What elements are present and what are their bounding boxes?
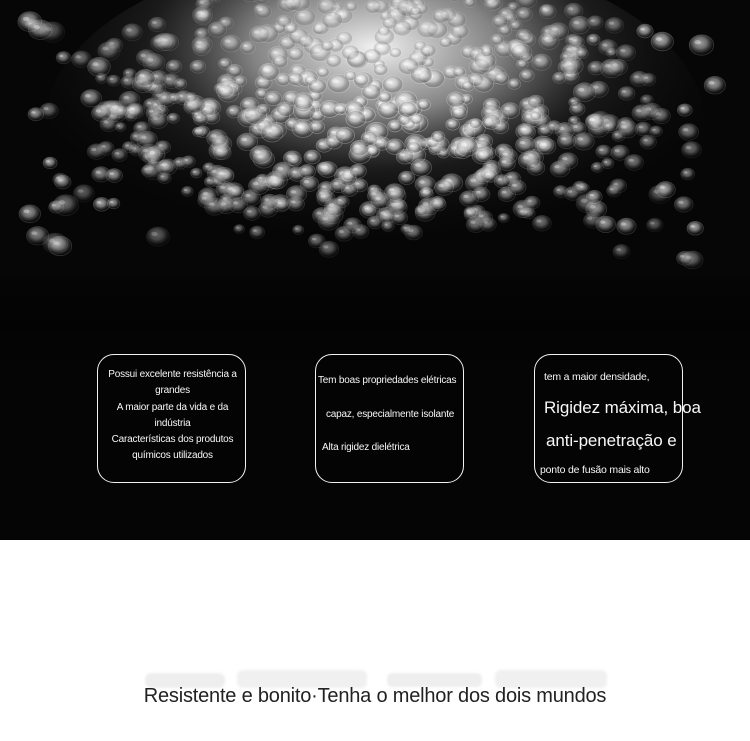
feature-text-line: Alta rigidez dielétrica [322, 442, 410, 453]
pellet-icon [410, 6, 422, 16]
pellet-icon [561, 57, 583, 75]
pellet-icon [346, 111, 366, 128]
feature-text-line: Características dos produtos [111, 434, 234, 445]
pellet-icon [335, 127, 354, 143]
pellet-icon [464, 0, 476, 7]
pellet-icon [185, 93, 197, 103]
pellet-icon [326, 54, 342, 67]
feature-text-line: tem a maior densidade, [544, 371, 650, 383]
pellet-icon [304, 150, 320, 164]
pellet-icon [641, 73, 656, 86]
footer-section [0, 540, 750, 741]
pellet-icon [651, 32, 673, 51]
pellet-icon [115, 122, 126, 131]
pellet-icon [511, 44, 532, 61]
pellet-icon [492, 15, 508, 28]
pellet-icon [182, 156, 196, 167]
pellet-icon [122, 142, 135, 153]
pellet-icon [491, 34, 504, 45]
pellet-icon [216, 84, 233, 98]
pellet-icon [498, 157, 515, 171]
pellet-icon [682, 142, 702, 158]
pellet-icon [432, 9, 449, 23]
feature-text-line: Rigidez máxima, boa [544, 398, 701, 417]
pellet-icon [587, 34, 600, 45]
pellet-icon [29, 20, 53, 40]
pellet-icon [148, 17, 165, 31]
pellet-icon [135, 70, 155, 87]
feature-text-line: indústria [154, 418, 191, 429]
pellet-icon [386, 139, 405, 154]
pellet-icon [596, 145, 612, 158]
pellet-icon [640, 135, 657, 149]
pellet-icon [484, 0, 500, 11]
feature-card-density [534, 354, 701, 483]
pellet-icon [469, 119, 481, 129]
pellet-icon [354, 74, 369, 86]
pellet-icon [208, 22, 227, 37]
pellet-icon [566, 34, 582, 47]
feature-card-resistance [97, 354, 246, 483]
pellet-icon [122, 24, 142, 41]
pellet-icon [255, 5, 272, 19]
pellet-icon [516, 8, 532, 22]
pellet-icon [152, 90, 171, 106]
pellet-icon [137, 131, 158, 148]
pellet-icon [87, 144, 106, 160]
pellet-icon [383, 76, 403, 93]
pellet-icon [494, 72, 509, 84]
pellet-icon [81, 90, 102, 107]
pellet-icon [283, 151, 301, 166]
pellet-icon [374, 64, 388, 76]
pellet-icon [417, 20, 438, 38]
pellet-icon [363, 49, 381, 64]
pellet-icon [342, 45, 360, 60]
pellet-icon [618, 87, 635, 101]
feature-text-line: A maior parte da vida e da [116, 402, 229, 413]
pellet-icon [481, 47, 493, 57]
pellet-icon [600, 59, 623, 78]
pellet-icon [143, 53, 165, 71]
pellet-icon [146, 147, 165, 163]
pellet-icon [322, 12, 342, 29]
pellet-icon [637, 24, 653, 38]
footer-headline: Resistente e bonito·Tenha o melhor dos dois mundos [143, 685, 607, 707]
pellet-icon [317, 67, 330, 78]
pellet-icon [456, 138, 478, 156]
pellet-icon [537, 139, 556, 155]
pellet-icon [285, 24, 297, 34]
feature-text-line: capaz, especialmente isolante [326, 409, 455, 420]
pellet-icon [446, 119, 460, 130]
pellet-icon [616, 45, 635, 61]
pellet-icon [606, 48, 617, 57]
pellet-icon [287, 72, 303, 85]
pellet-icon [166, 60, 182, 73]
pellet-icon [528, 95, 544, 108]
pellet-icon [126, 103, 145, 118]
feature-text-line: Tem boas propriedades elétricas [318, 375, 457, 386]
pellet-icon [28, 108, 44, 121]
pellet-icon [378, 101, 399, 118]
pellet-icon [679, 124, 699, 141]
pellet-icon [190, 60, 206, 73]
pellet-icon [298, 34, 314, 47]
pellet-icon [163, 74, 181, 89]
pellet-icon [393, 20, 412, 36]
pellet-icon [451, 107, 467, 120]
pellet-icon [516, 137, 536, 154]
pellet-icon [530, 111, 542, 121]
pellet-icon [632, 105, 652, 121]
pellet-icon [192, 7, 212, 24]
pellet-icon [468, 73, 484, 86]
pellet-icon [150, 35, 170, 52]
pellet-icon [576, 48, 588, 58]
pellet-icon [410, 65, 432, 83]
pellet-icon [482, 114, 500, 129]
feature-text-line: Possui excelente resistência a [108, 369, 237, 380]
pellet-icon [542, 34, 555, 45]
pellet-icon [167, 113, 179, 123]
pellet-icon [362, 84, 381, 100]
pellet-icon [518, 151, 540, 169]
pellet-icon [123, 69, 136, 80]
pellet-icon [689, 35, 714, 55]
pellet-icon [146, 107, 162, 120]
pellet-icon [569, 16, 590, 33]
pellet-icon [309, 79, 327, 94]
pellet-icon [431, 131, 444, 142]
pellet-icon [519, 124, 535, 137]
pellet-icon [573, 83, 596, 102]
feature-text-line: químicos utilizados [132, 450, 213, 461]
pellet-icon [321, 41, 334, 52]
pellet-icon [390, 48, 402, 58]
pellet-icon [439, 37, 452, 48]
pellet-icon [88, 57, 111, 76]
pellet-icon [501, 103, 520, 119]
pellet-icon [221, 35, 241, 52]
pellet-icon [586, 114, 605, 130]
feature-card-electrical [315, 354, 464, 483]
pellet-icon [539, 5, 556, 19]
pellet-icon [350, 140, 369, 156]
pellet-icon [333, 104, 346, 115]
pellet-icon [261, 124, 283, 142]
pellet-icon [605, 18, 624, 34]
pellet-icon [447, 92, 466, 107]
pellet-icon [547, 121, 562, 133]
pellet-icon [250, 146, 272, 164]
pellet-icon [558, 133, 576, 148]
pellet-icon [240, 41, 255, 53]
pellet-icon [508, 79, 521, 90]
pellet-icon [520, 70, 535, 82]
feature-text-line: anti-penetração e [546, 431, 677, 450]
pellet-icon [365, 0, 381, 13]
pellet-icon [309, 121, 325, 134]
pellet-icon [476, 149, 491, 161]
pellet-icon [568, 116, 580, 126]
pellet-icon [56, 52, 71, 64]
pellet-icon [250, 26, 270, 43]
feature-text-line: grandes [155, 385, 190, 396]
pellet-icon [611, 145, 629, 160]
pellet-icon [293, 93, 313, 110]
pellet-icon [259, 64, 279, 81]
pellet-icon [43, 157, 57, 169]
pellet-icon [193, 127, 205, 137]
pellet-icon [704, 76, 725, 94]
pellet-icon [92, 105, 112, 121]
pellet-icon [245, 106, 267, 124]
pellet-icon [277, 102, 294, 116]
pellet-icon [227, 64, 242, 77]
pellet-icon [398, 102, 417, 118]
pellet-icon [420, 44, 436, 57]
pellet-icon [345, 2, 357, 12]
pellet-icon [192, 36, 212, 53]
pellet-icon [640, 95, 653, 106]
pellet-icon [107, 75, 120, 86]
pellet-icon [617, 121, 638, 138]
pellet-icon [328, 74, 350, 92]
pellet-icon [407, 142, 421, 154]
pellet-icon [677, 104, 692, 116]
pellet-icon [265, 91, 282, 105]
pellet-icon [417, 99, 430, 110]
pellet-icon [194, 113, 209, 125]
pellet-icon [207, 130, 228, 147]
feature-text-line: ponto de fusão mais alto [540, 464, 650, 476]
pellet-icon [532, 54, 551, 70]
pellet-icon [214, 145, 232, 160]
